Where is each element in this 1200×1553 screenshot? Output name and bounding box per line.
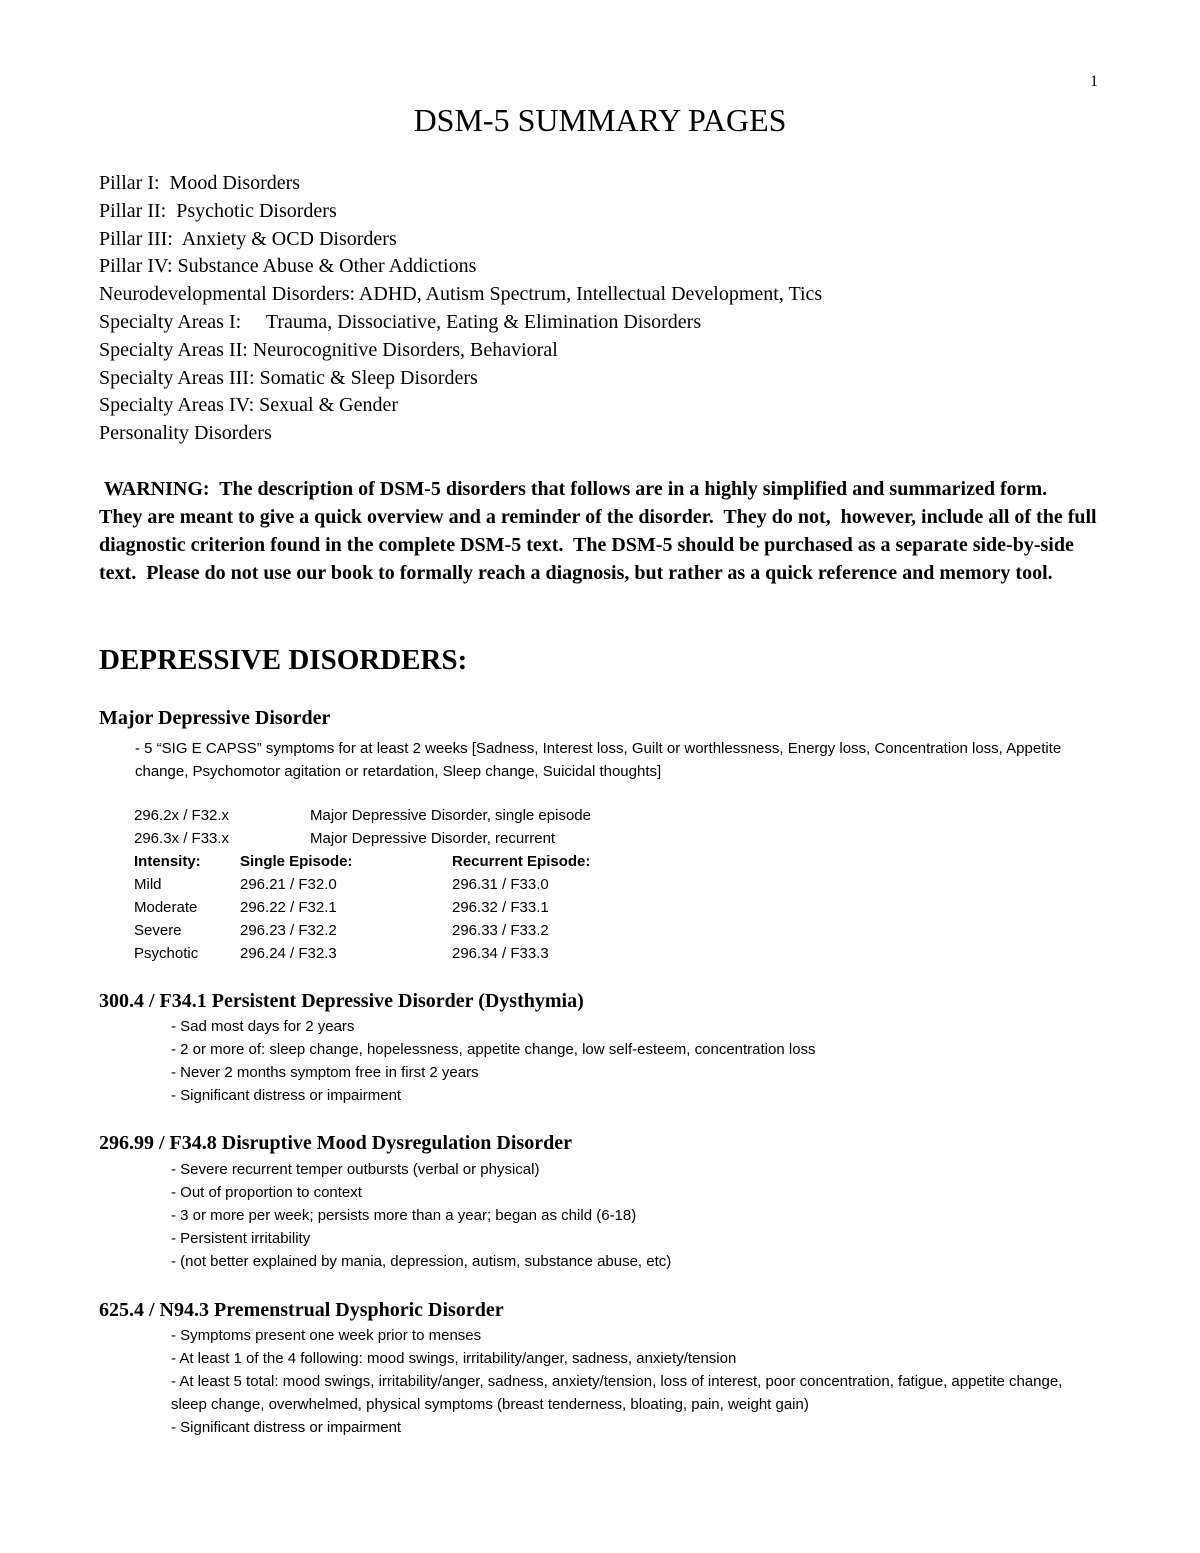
table-cell: 296.21 / F32.0 <box>240 876 337 893</box>
toc-item: Specialty Areas IV: Sexual & Gender <box>99 394 398 417</box>
list-item: - Never 2 months symptom free in first 2 years <box>171 1064 479 1081</box>
list-item: - Severe recurrent temper outbursts (verbal or physical) <box>171 1161 540 1178</box>
header-cell: Single Episode: <box>240 853 353 870</box>
list-item: - At least 5 total: mood swings, irritability/anger, sadness, anxiety/tension, loss of interest, poor concentration, fatigue, appetite change, sleep change, overwhelmed, physical symptoms (breast tenderness, bloating, pain, weight gain) <box>171 1373 1063 1413</box>
table-cell: 296.31 / F33.0 <box>452 876 549 893</box>
table-row <box>134 873 590 896</box>
mdd-heading: Major Depressive Disorder <box>99 707 331 729</box>
header-cell: Recurrent Episode: <box>452 853 591 870</box>
desc-cell: Major Depressive Disorder, single episode <box>310 807 591 824</box>
list-item: - Sad most days for 2 years <box>171 1018 355 1035</box>
toc-item: Personality Disorders <box>99 422 272 445</box>
list-item: - Significant distress or impairment <box>171 1419 402 1436</box>
pdd-heading: 300.4 / F34.1 Persistent Depressive Disorder (Dysthymia) <box>99 990 584 1012</box>
table-row <box>134 896 590 919</box>
toc-item: Pillar IV: Substance Abuse & Other Addictions <box>99 255 477 278</box>
table-cell: 296.24 / F32.3 <box>240 945 337 962</box>
table-header-row <box>134 850 590 873</box>
toc-item: Pillar III: Anxiety & OCD Disorders <box>99 227 397 250</box>
table-cell: 296.32 / F33.1 <box>452 899 549 916</box>
toc-item: Neurodevelopmental Disorders: ADHD, Autism Spectrum, Intellectual Development, Tics <box>99 283 823 306</box>
table-cell: 296.23 / F32.2 <box>240 922 337 939</box>
pmdd-criteria-list <box>171 1324 1101 1439</box>
mdd-symptoms: - 5 “SIG E CAPSS” symptoms for at least 2 weeks [Sadness, Interest loss, Guilt or worthlessness, Energy loss, Concentration loss, Appetite change, Psychomotor agitation or retardation, Sleep change, Suicidal thoughts] <box>135 740 1062 780</box>
table-cell: 296.34 / F33.3 <box>452 945 549 962</box>
table-of-contents <box>99 170 822 448</box>
toc-item: Specialty Areas III: Somatic & Sleep Disorders <box>99 366 478 389</box>
list-item: - At least 1 of the 4 following: mood swings, irritability/anger, sadness, anxiety/tension <box>171 1350 737 1367</box>
table-cell: Moderate <box>134 899 198 916</box>
dmdd-criteria-list <box>171 1158 1101 1273</box>
desc-cell: Major Depressive Disorder, recurrent <box>310 830 556 847</box>
toc-item: Specialty Areas I: Trauma, Dissociative, Eating & Elimination Disorders <box>99 310 702 333</box>
section-heading: DEPRESSIVE DISORDERS: <box>99 644 468 676</box>
table-row <box>134 919 590 942</box>
list-item: - Symptoms present one week prior to menses <box>171 1327 482 1344</box>
table-cell: Severe <box>134 922 182 939</box>
mdd-code-table <box>134 804 591 965</box>
table-cell: 296.33 / F33.2 <box>452 922 549 939</box>
list-item: - 2 or more of: sleep change, hopelessness, appetite change, low self-esteem, concentration loss <box>171 1041 816 1058</box>
list-item: - Out of proportion to context <box>171 1184 362 1201</box>
pmdd-heading: 625.4 / N94.3 Premenstrual Dysphoric Disorder <box>99 1299 504 1321</box>
list-item: - Significant distress or impairment <box>171 1087 402 1104</box>
list-item: - Persistent irritability <box>171 1230 311 1247</box>
pdd-criteria-list <box>171 1015 1101 1107</box>
page-title: DSM-5 SUMMARY PAGES <box>413 102 787 138</box>
table-row <box>134 827 591 850</box>
table-row <box>134 804 591 827</box>
header-cell: Intensity: <box>134 853 201 870</box>
code-cell: 296.3x / F33.x <box>134 830 230 847</box>
list-item: - 3 or more per week; persists more than a year; began as child (6-18) <box>171 1207 637 1224</box>
table-cell: Psychotic <box>134 945 199 962</box>
dmdd-heading: 296.99 / F34.8 Disruptive Mood Dysregulation Disorder <box>99 1132 572 1154</box>
list-item: - (not better explained by mania, depression, autism, substance abuse, etc) <box>171 1253 672 1270</box>
table-cell: Mild <box>134 876 162 893</box>
toc-item: Pillar I: Mood Disorders <box>99 172 301 194</box>
page-number: 1 <box>1090 73 1098 90</box>
warning-paragraph: WARNING: The description of DSM-5 disorders that follows are in a highly simplified and summarized form. They are meant to give a quick overview and a reminder of the disorder. They do not, however, include all of the full diagnostic criterion found in the complete DSM-5 text. The DSM-5 should be purchased as a separate side-by-side text. Please do not use our book to formally reach a diagnosis, but rather as a quick reference and memory tool. <box>99 478 1102 584</box>
toc-item: Pillar II: Psychotic Disorders <box>99 199 337 222</box>
toc-item: Specialty Areas II: Neurocognitive Disorders, Behavioral <box>99 338 558 361</box>
table-cell: 296.22 / F32.1 <box>240 899 337 916</box>
code-cell: 296.2x / F32.x <box>134 807 230 824</box>
table-row <box>134 942 590 965</box>
